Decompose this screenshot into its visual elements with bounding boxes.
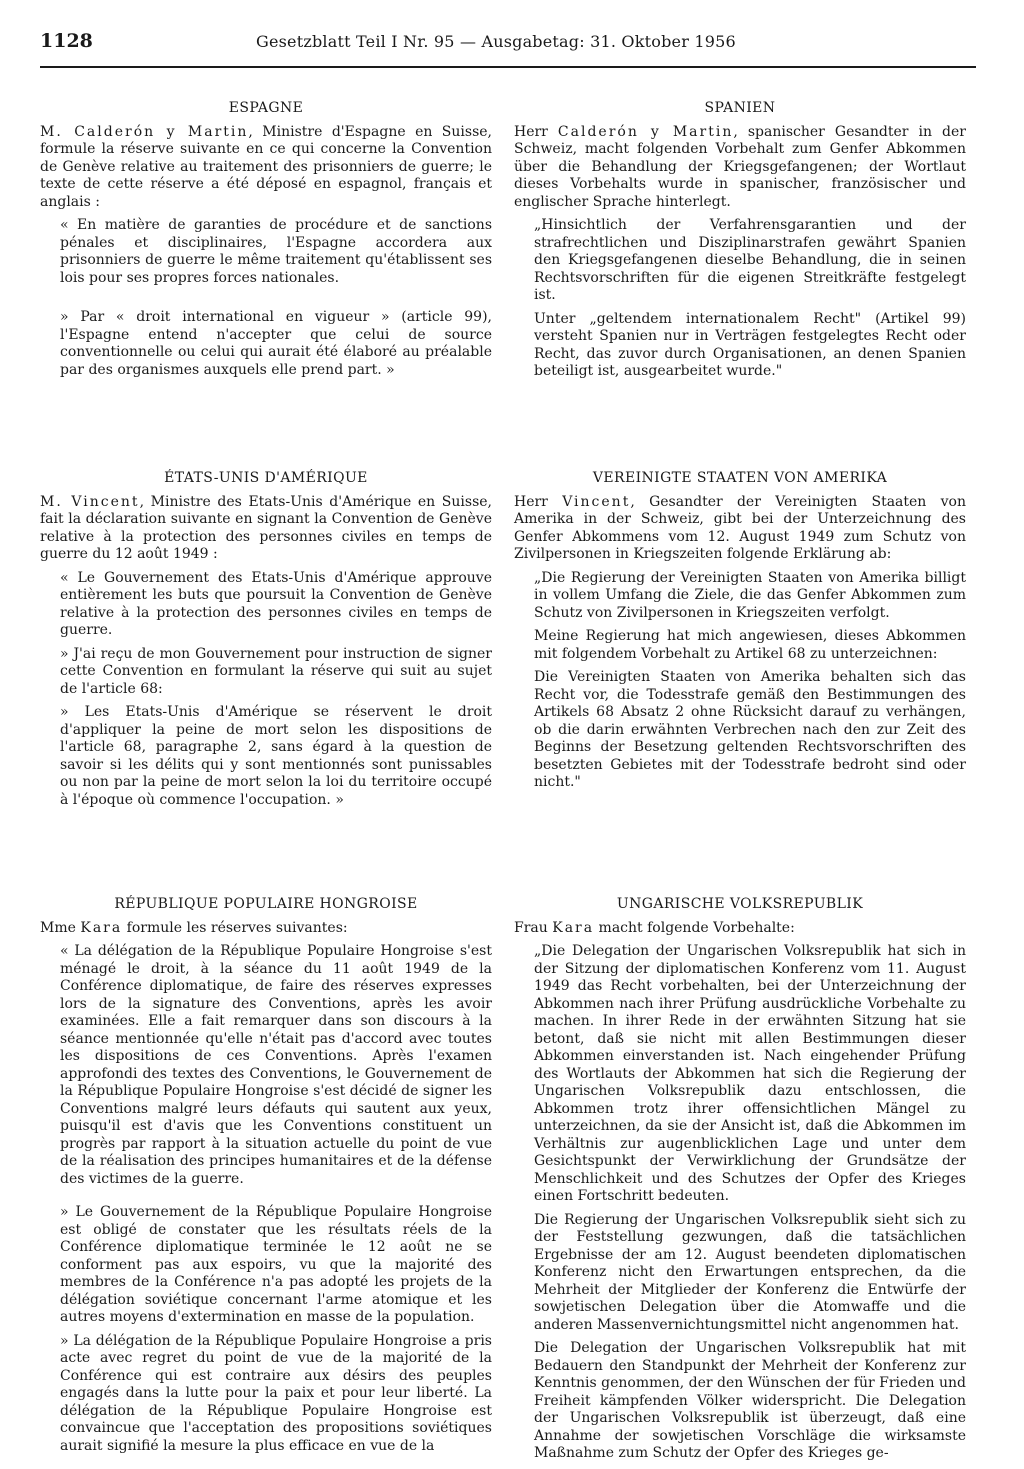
quote-paragraph: » J'ai reçu de mon Gouvernement pour instruction de signer cette Convention en formulant la réserve qui suit au sujet de l'article 68: <box>60 645 492 697</box>
quote-paragraph: « En matière de garanties de procédure et de sanctions pénales et disciplinaires, l'Espagne accordera aux prisonniers de guerre le même traitement qu'établissent ses lois pour ses propres forces nationales. <box>60 217 492 286</box>
paragraph: M. Calderón y Martin, Ministre d'Espagne en Suisse, formule la réserve suivante en ce qui concerne la Convention de Genève relative au traitement des prisonniers de guerre; le texte de cette réserve a été déposé en espagnol, français et anglais : <box>40 123 492 210</box>
quote-paragraph: Unter „geltendem internationalem Recht" (Artikel 99) versteht Spanien nur in Verträgen festgelegtes Recht oder Recht, das zuvor durch Organisationen, an denen Spanien beteiligt ist, ausgearbeitet wurde." <box>534 310 966 379</box>
espagne-section <box>40 100 492 385</box>
section-title: ÉTATS-UNIS D'AMÉRIQUE <box>164 470 368 486</box>
paragraph: M. Vincent, Ministre des Etats-Unis d'Amérique en Suisse, fait la déclaration suivante en signant la Convention de Genève relative à la protection des personnes civiles en temps de guerre du 12 août 1949 : <box>40 493 492 562</box>
page-number: 1128 <box>40 30 93 52</box>
ungarn-section <box>514 896 966 1469</box>
quote-paragraph: Die Vereinigten Staaten von Amerika behalten sich das Recht vor, die Todesstrafe gemäß den Bestimmungen des Artikels 68 Absatz 2 ohne Rücksicht darauf zu verhängen, ob die darin erwähnten Verbrechen nach den zur Zeit des Beginns der Besetzung geltenden Rechtsvorschriften des besetzten Gebietes mit der Todesstrafe bedroht sind oder nicht." <box>534 669 966 790</box>
running-title: Gesetzblatt Teil I Nr. 95 — Ausgabetag: 31. Oktober 1956 <box>256 32 736 51</box>
hongrie-section <box>40 896 492 1461</box>
page-header <box>40 30 976 64</box>
quote-paragraph: » Par « droit international en vigueur » (article 99), l'Espagne entend n'accepter que celui de source conventionnelle ou celui qui aurait été élaboré au préalable par des organismes auxquels elle prend part. » <box>60 309 492 378</box>
section-title: UNGARISCHE VOLKSREPUBLIK <box>616 896 864 912</box>
person-name: M. Vincent <box>40 493 140 510</box>
quote-paragraph: » Les Etats-Unis d'Amérique se réservent le droit d'appliquer la peine de mort selon les dispositions de l'article 68, paragraphe 2, sans égard à la question de savoir si les délits qui y sont mentionnés sont punissables ou non par la peine de mort selon la loi du territoire occupé à l'époque où commence l'occupation. » <box>60 704 492 808</box>
quote-paragraph: » La délégation de la République Populaire Hongroise a pris acte avec regret du point de vue de la majorité de la Conférence qui est contraire aux désirs des peuples engagés dans la lutte pour la paix et pour leur liberté. La délégation de la République Populaire Hongroise est convaincue que l'acceptation des propositions soviétiques aurait signifié la mesure la plus efficace en vue de la <box>60 1332 492 1454</box>
quote-paragraph: „Hinsichtlich der Verfahrensgarantien und der strafrechtlichen und Disziplinarstrafen gewährt Spanien den Kriegsgefangenen dieselbe Behandlung, die in seinen Rechtsvorschriften für die eigenen Streitkräfte festgelegt ist. <box>534 217 966 303</box>
spanien-section <box>514 100 966 387</box>
header-rule <box>40 66 976 68</box>
person-name: Kara <box>80 919 123 936</box>
quote-paragraph: Meine Regierung hat mich angewiesen, dieses Abkommen mit folgendem Vorbehalt zu Artikel 68 zu unterzeichnen: <box>534 628 966 662</box>
paragraph: Frau Kara macht folgende Vorbehalte: <box>514 919 795 936</box>
person-name: Calderón y Martin <box>557 123 734 140</box>
paragraph: Herr Calderón y Martin, spanischer Gesandter in der Schweiz, macht folgenden Vorbehalt zum Genfer Abkommen über die Behandlung der Kriegsgefangenen; der Wortlaut dieses Vorbehalts wurde in spanischer, französischer und englischer Sprache hinterlegt. <box>514 123 966 210</box>
quote-paragraph: « Le Gouvernement des Etats-Unis d'Amérique approuve entièrement les buts que poursuit la Convention de Genève relative à la protection des personnes civiles en temps de guerre. <box>60 569 492 638</box>
paragraph: Mme Kara formule les réserves suivantes: <box>40 919 348 936</box>
section-title: RÉPUBLIQUE POPULAIRE HONGROISE <box>114 896 418 912</box>
person-name: Kara <box>552 919 595 936</box>
etats-unis-section <box>40 470 492 815</box>
quote-paragraph: „Die Delegation der Ungarischen Volksrepublik hat sich in der Sitzung der diplomatischen Konferenz vom 11. August 1949 das Recht vorbehalten, bei der Unterzeichnung der Abkommen nach ihrer Prüfung ausdrückliche Vorbehalte zu machen. In ihrer Rede in der erwähnten Sitzung hat sie betont, daß sie nicht mit allen Bestimmungen dieser Abkommen einverstanden ist. Nach eingehender Prüfung des Wortlauts der Abkommen hat sich die Regierung der Ungarischen Volksrepublik dazu entschlossen, die Abkommen trotz ihrer offensichtlichen Mängel zu unterzeichnen, da sie der Ansicht ist, daß die Abkommen im Verhältnis zur augenblicklichen Lage und unter dem Gesichtspunkt der Verwirklichung der Grundsätze der Menschlichkeit und des Schutzes der Opfer des Krieges einen Fortschritt bedeuten. <box>534 943 966 1204</box>
paragraph: Herr Vincent, Gesandter der Vereinigten Staaten von Amerika in der Schweiz, gibt bei der Unterzeichnung des Genfer Abkommens vom 12. August 1949 zum Schutz von Zivilpersonen in Kriegszeiten folgende Erklärung ab: <box>514 493 966 562</box>
quote-paragraph: « La délégation de la République Populaire Hongroise s'est ménagé le droit, à la séance du 11 août 1949 de la Conférence diplomatique, de faire des réserves expresses lors de la signature des Conventions, après les avoir examinées. Elle a fait remarquer dans son discours à la séance mentionnée qu'elle n'était pas d'accord avec toutes les dispositions de ces Conventions. Après l'examen approfondi des textes des Conventions, le Gouvernement de la République Populaire Hongroise s'est décidé de signer les Conventions malgré leurs défauts qui sautent aux yeux, puisqu'il est d'avis que les Conventions constituent un progrès par rapport à la situation actuelle du point de vue de la réalisation des principes humanitaires et de la défense des victimes de la guerre. <box>60 943 492 1187</box>
person-name: Vincent <box>562 493 631 510</box>
section-title: ESPAGNE <box>228 100 304 116</box>
person-name: M. Calderón y Martin <box>40 123 249 140</box>
quote-paragraph: „Die Regierung der Vereinigten Staaten von Amerika billigt in vollem Umfang die Ziele, die das Genfer Abkommen zum Schutz von Zivilpersonen in Kriegszeiten verfolgt. <box>534 569 966 621</box>
quote-paragraph: » Le Gouvernement de la République Populaire Hongroise est obligé de constater que les résultats réels de la Conférence diplomatique terminée le 12 août ne se conforment pas aux espoirs, vu que la majorité des membres de la Conférence n'a pas adopté les projets de la délégation soviétique concernant l'arme atomique et les autres moyens d'extermination en masse de la population. <box>60 1204 492 1325</box>
quote-paragraph: Die Regierung der Ungarischen Volksrepublik sieht sich zu der Feststellung gezwungen, daß die tatsächlichen Ergebnisse der am 12. August beendeten diplomatischen Konferenz nicht den Erwartungen entsprechen, da die Mehrheit der Mitglieder der Konferenz die Entwürfe der sowjetischen Delegation über die Atomwaffe und die anderen Massenvernichtungsmittel nicht angenommen hat. <box>534 1211 966 1333</box>
section-title: VEREINIGTE STAATEN VON AMERIKA <box>592 470 888 486</box>
quote-paragraph: Die Delegation der Ungarischen Volksrepublik hat mit Bedauern den Standpunkt der Mehrheit der Konferenz zur Kenntnis genommen, der den Wünschen der für Frieden und Freiheit kämpfenden Völker widerspricht. Die Delegation der Ungarischen Volksrepublik ist überzeugt, daß eine Annahme der sowjetischen Vorschläge die wirksamste Maßnahme zum Schutz der Opfer des Krieges ge- <box>534 1340 966 1461</box>
vereinigte-staaten-section <box>514 470 966 798</box>
section-title: SPANIEN <box>704 100 776 116</box>
